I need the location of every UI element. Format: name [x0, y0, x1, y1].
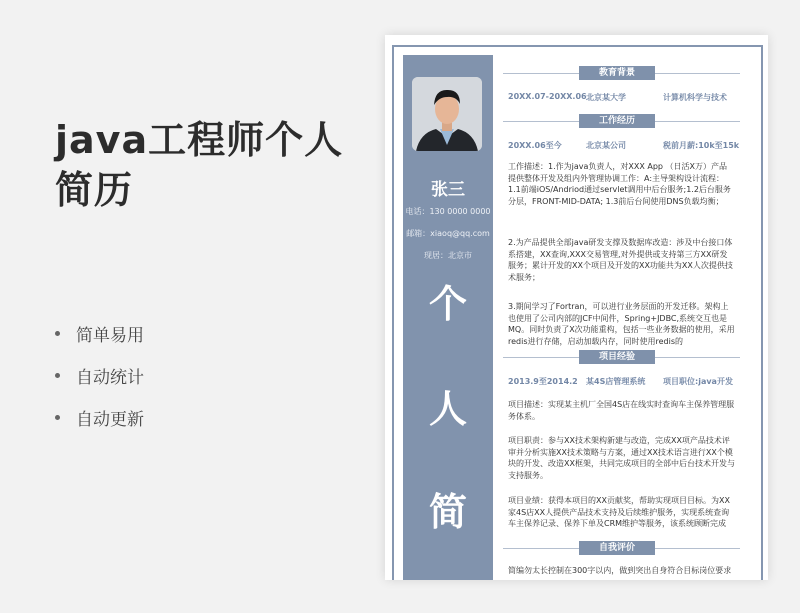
evaluation-heading: 自我评价	[503, 541, 740, 555]
feature-label: 简单易用	[76, 325, 144, 346]
education-heading: 教育背景	[503, 66, 740, 80]
work-period: 20XX.06至今	[508, 141, 562, 150]
education-period: 20XX.07-20XX.06	[508, 92, 587, 101]
project-name: 某4S店管理系统	[586, 377, 646, 386]
sidebar-char: 简	[428, 490, 467, 534]
feature-label: 自动更新	[76, 409, 144, 430]
resume-location: 现居：北京市	[424, 251, 472, 260]
project-row	[508, 376, 740, 387]
sidebar-char: 个	[428, 282, 467, 326]
work-heading: 工作经历	[503, 114, 740, 128]
resume-email: 邮箱：xiaoq@qq.com	[406, 229, 490, 238]
feature-list	[55, 312, 144, 438]
resume-main	[503, 55, 740, 579]
person-photo-icon	[412, 77, 482, 151]
resume-phone: 电话：130 0000 0000	[405, 207, 491, 216]
project-heading: 项目经验	[503, 350, 740, 364]
bullet-icon	[55, 415, 60, 420]
feature-item	[55, 354, 144, 396]
resume-preview[interactable]	[385, 35, 768, 580]
project-desc-2: 项目职责：参与XX技术架构新建与改造，完成XX项产品技术评审并分析实施XX技术策略与方案，通过XX技术语言进行XX个模块的开发、改造XX框架，共同完成项目的全部中后台技术开发与支持服务。	[508, 436, 735, 480]
feature-label: 自动统计	[76, 367, 144, 388]
bullet-icon	[55, 373, 60, 378]
work-salary: 税前月薪:10k至15k	[663, 141, 740, 150]
feature-item	[55, 396, 144, 438]
project-desc-3: 项目业绩：获得本项目的XX贡献奖，帮助实现项目目标。为XX家4S店XX人提供产品技术支持及后续维护服务，实现系统查询车主保养记录、保养下单及CRM维护等服务，该系统顾断完成	[508, 496, 730, 528]
education-row	[508, 92, 740, 101]
work-desc-1: 工作描述：1.作为java负责人，对XXX App （日活X万）产品提供整体开发及组内外管理协调工作：A:主导架构设计流程：1.1前端iOS/Andriod通过servlet调用中后台服务;1.2后台服务分层，FRONT-MID-DATA; 1.3前后台间使用DNS负载均衡；	[508, 162, 731, 206]
evaluation-desc: 简编勿太长控制在300字以内，做到突出自身符合目标岗位要求	[508, 566, 732, 575]
sidebar-char: 人	[428, 387, 467, 431]
project-period: 2013.9至2014.2	[508, 377, 578, 386]
education-major: 计算机科学与技术	[663, 93, 727, 102]
work-company: 北京某公司	[586, 141, 626, 150]
work-row	[508, 140, 740, 151]
work-desc-3: 3.期间学习了Fortran，可以进行业务层面的开发迁移。架构上也使用了公司内部的JCF中间件，Spring+JDBC,系统交互也是MQ。同时负责了X次功能重构，包括一些业务数据的使用，采用redis进行存储，启动加载内存，同时使用redis的	[508, 302, 735, 346]
feature-item	[55, 312, 144, 354]
education-school: 北京某大学	[586, 93, 626, 102]
page-title: java工程师个人简历	[55, 118, 344, 212]
resume-name: 张三	[431, 180, 465, 200]
work-desc-2: 2.为产品提供全部java研发支撑及数据库改造：涉及中台接口体系搭建，XX查询,XXX交易管理,对外提供或支持第三方XX研发服务；累计开发的XX个项目及开发的XX功能共为XX人次提供技术服务；	[508, 238, 733, 282]
project-role: 项目职位:java开发	[663, 377, 733, 386]
project-desc-1: 项目描述：实现某主机厂全国4S店在线实时查询车主保养管理服务体系。	[508, 400, 735, 421]
bullet-icon	[55, 331, 60, 336]
profile-photo	[412, 77, 482, 151]
